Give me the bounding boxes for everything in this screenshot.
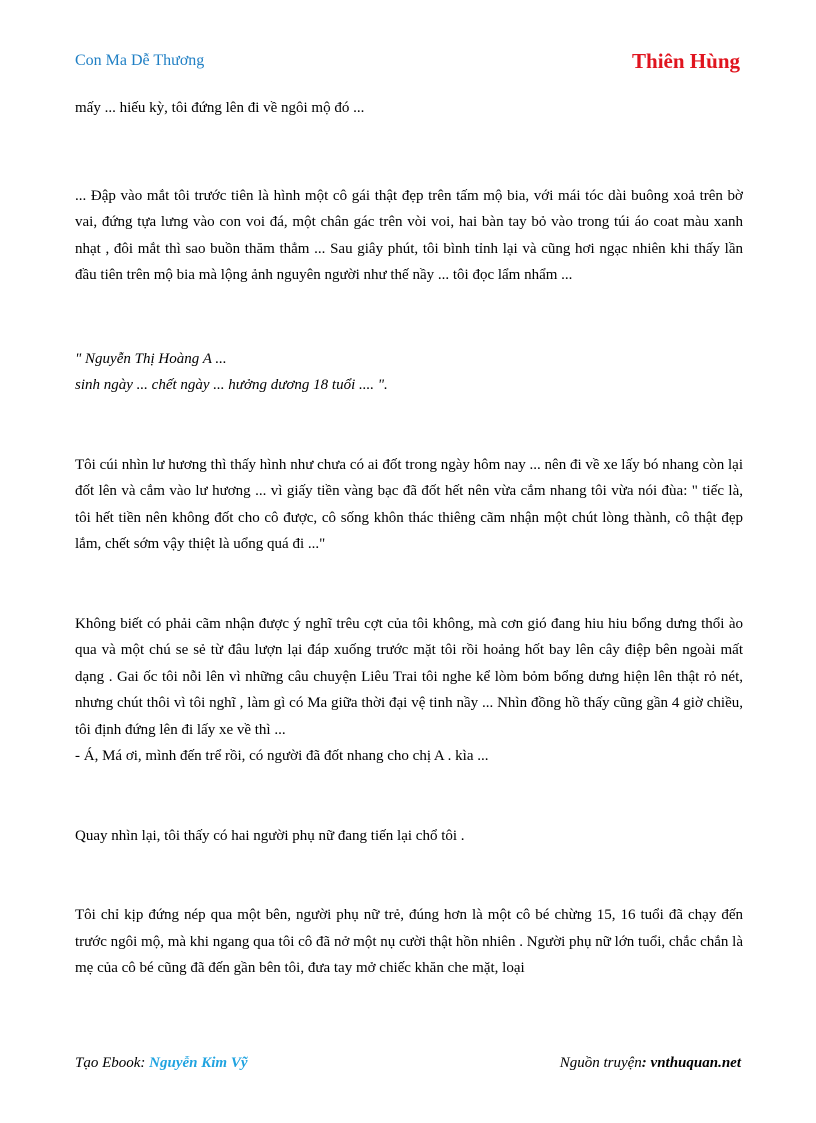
source-label: Nguồn truyện bbox=[559, 1055, 642, 1071]
source-credit bbox=[560, 1055, 741, 1072]
author-name: Thiên Hùng bbox=[632, 49, 740, 73]
source-separator: : bbox=[641, 1055, 651, 1071]
paragraph: ... Đập vào mắt tôi trước tiên là hình một cô gái thật đẹp trên tấm mộ bia, với mái tóc dài buông xoả trên bờ vai, đứng tựa lưng vào con voi đá, một chân gác trên vòi voi, hai bàn tay bỏ vào trong túi áo coat màu xanh nhạt , đôi mắt thì sao buồn thăm thẳm ... Sau giây phút, tôi bình tỉnh lại và cũng hơi ngạc nhiên khi thấy lần đầu tiên trên mộ bia mà lộng ảnh nguyên người như thế nầy ... tôi đọc lẩm nhẩm ... bbox=[75, 187, 743, 283]
ebook-separator: : bbox=[140, 1055, 150, 1071]
paragraph: Tôi cúi nhìn lư hương thì thấy hình như chưa có ai đốt trong ngày hôm nay ... nên đi về xe lấy bó nhang còn lại đốt lên và cắm vào lư hương ... vì giấy tiền vàng bạc đã đốt hết nên vừa cắm nhang tôi vừa nói đùa: " tiếc là, tôi hết tiền nên không đốt cho cô được, cô sống khôn thác thiêng cãm nhận một chút lòng thành, cô thật đẹp lắm, chết sớm vậy thiệt là uổng quá đi ..." bbox=[75, 456, 743, 552]
ebook-label: Tạo Ebook bbox=[75, 1055, 141, 1071]
source-site: vnthuquan.net bbox=[650, 1055, 741, 1071]
paragraph: Quay nhìn lại, tôi thấy có hai người phụ nữ đang tiến lại chổ tôi . bbox=[75, 827, 465, 844]
paragraph: Tôi chỉ kịp đứng nép qua một bên, người phụ nữ trẻ, đúng hơn là một cô bé chừng 15, 16 tuổi đã chạy đến trước ngôi mộ, mà khi ngang qua tôi cô đã nở một nụ cười thật hồn nhiên . Người phụ nữ lớn tuổi, chắc chắn là mẹ của cô bé cũng đã đến gần bên tôi, đưa tay mở chiếc khăn che mặt, loại bbox=[75, 907, 743, 976]
epitaph-line: sinh ngày ... chết ngày ... hưởng dương 18 tuổi .... ". bbox=[75, 377, 388, 393]
dialogue-line: - Á, Má ơi, mình đến trể rồi, có người đã đốt nhang cho chị A . kìa ... bbox=[75, 748, 489, 764]
epitaph-line: " Nguyễn Thị Hoàng A ... bbox=[75, 350, 227, 367]
page-footer bbox=[75, 1055, 741, 1072]
story-body bbox=[75, 95, 743, 982]
paragraph: mấy ... hiếu kỳ, tôi đứng lên đi về ngôi mộ đó ... bbox=[75, 100, 365, 116]
ebook-creator: Nguyễn Kim Vỹ bbox=[149, 1055, 248, 1071]
paragraph: Không biết có phải cãm nhận được ý nghĩ trêu cợt của tôi không, mà cơn gió đang hiu hiu bổng dưng thổi ào qua và một chú se sẻ từ đâu lượn lại đáp xuống trước mặt tôi rồi hoảng hốt bay lên cây điệp bên ngoài mất dạng . Gai ốc tôi nỗi lên vì những câu chuyện Liêu Trai tôi nghe kể lòm bỏm bổng dưng hiện lên thật rỏ nét, nhưng chút thôi vì tôi nghĩ , làm gì có Ma giữa thời đại vệ tinh nầy ... Nhìn đồng hồ thấy cũng gần 4 giờ chiều, tôi định đứng lên đi lấy xe về thì ... bbox=[75, 615, 743, 738]
document-title: Con Ma Dễ Thương bbox=[75, 52, 205, 69]
ebook-credit bbox=[75, 1055, 248, 1072]
